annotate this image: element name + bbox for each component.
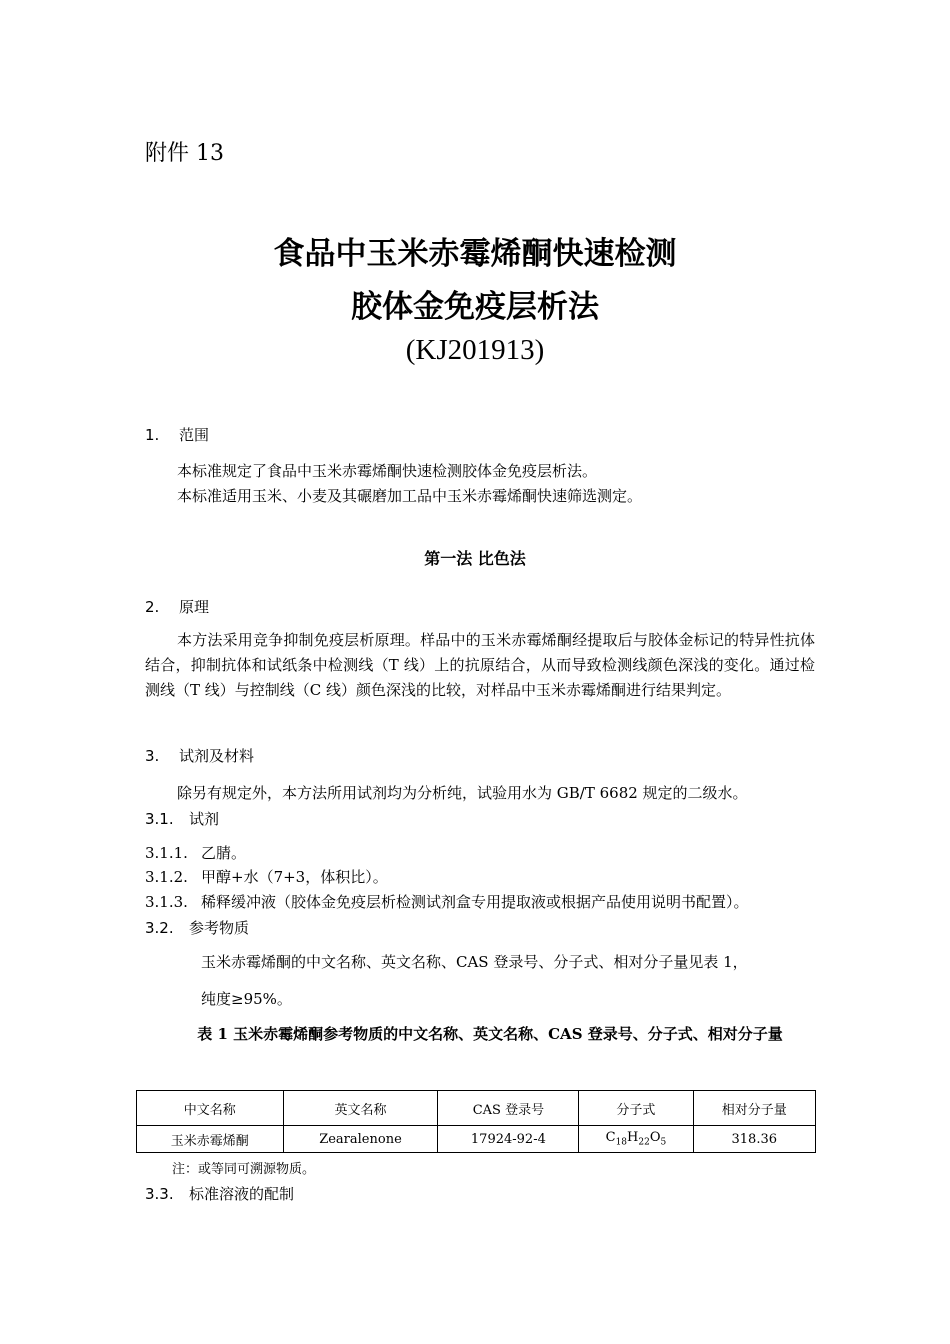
section-2-title: 原理 xyxy=(179,598,210,616)
scope-paragraph-2: 本标准适用玉米、小麦及其碾磨加工品中玉米赤霉烯酮快速筛选测定。 xyxy=(177,487,643,505)
section-3-3-title: 标准溶液的配制 xyxy=(189,1185,295,1203)
reagent-item-text: 稀释缓冲液（胶体金免疫层析检测试剂盒专用提取液或根据产品使用说明书配置）。 xyxy=(201,893,749,911)
method-title: 第一法 比色法 xyxy=(424,549,526,568)
reference-material-line-2: 纯度≥95%。 xyxy=(201,990,292,1008)
section-3-1-number: 3.1. xyxy=(145,810,174,828)
reference-table xyxy=(136,1090,816,1153)
section-2-number: 2. xyxy=(145,598,160,616)
title-line-2: 胶体金免疫层析法 xyxy=(351,289,599,325)
reagents-intro: 除另有规定外，本方法所用试剂均为分析纯，试验用水为 GB/T 6682 规定的二级水。 xyxy=(177,784,748,802)
cell-formula xyxy=(579,1126,693,1153)
reference-material-line-1: 玉米赤霉烯酮的中文名称、英文名称、CAS 登录号、分子式、相对分子量见表 1， xyxy=(201,953,748,971)
section-3-2-heading xyxy=(145,917,249,938)
section-3-number: 3. xyxy=(145,747,160,765)
section-1-heading xyxy=(145,424,209,445)
header-en-name: 英文名称 xyxy=(283,1091,438,1126)
header-cn-name: 中文名称 xyxy=(137,1091,284,1126)
formula-h: H xyxy=(627,1130,639,1146)
section-3-heading xyxy=(145,745,254,766)
section-3-3-number: 3.3. xyxy=(145,1185,174,1203)
header-cas: CAS 登录号 xyxy=(438,1091,579,1126)
formula-h-count: 22 xyxy=(638,1137,650,1148)
cell-cas: 17924-92-4 xyxy=(438,1126,579,1153)
reagent-item-number: 3.1.1. xyxy=(145,844,188,862)
section-3-3-heading xyxy=(145,1183,294,1204)
section-3-title: 试剂及材料 xyxy=(179,747,255,765)
table-1-caption: 表 1 玉米赤霉烯酮参考物质的中文名称、英文名称、CAS 登录号、分子式、相对分子量 xyxy=(197,1025,783,1043)
section-2-heading xyxy=(145,596,209,617)
title-line-1: 食品中玉米赤霉烯酮快速检测 xyxy=(273,236,677,272)
principle-paragraph: 本方法采用竞争抑制免疫层析原理。样品中的玉米赤霉烯酮经提取后与胶体金标记的特异性抗体结合，抑制抗体和试纸条中检测线（T 线）上的抗原结合，从而导致检测线颜色深浅的变化。通过检测线（T 线）与控制线（C 线）颜色深浅的比较，对样品中玉米赤霉烯酮进行结果判定。 xyxy=(145,631,815,699)
cell-cn-name: 玉米赤霉烯酮 xyxy=(137,1126,284,1153)
cell-mw: 318.36 xyxy=(693,1126,815,1153)
formula-c: C xyxy=(605,1130,616,1146)
standard-code: (KJ201913) xyxy=(405,334,545,366)
section-3-1-title: 试剂 xyxy=(189,810,220,828)
table-note: 注：或等同可溯源物质。 xyxy=(172,1162,316,1177)
reagent-item xyxy=(145,842,246,863)
section-3-2-title: 参考物质 xyxy=(189,919,250,937)
formula-c-count: 18 xyxy=(615,1137,628,1148)
section-3-2-number: 3.2. xyxy=(145,919,174,937)
attachment-label: 附件 13 xyxy=(145,141,224,166)
reagent-item-number: 3.1.2. xyxy=(145,868,188,886)
formula-o-count: 5 xyxy=(660,1137,667,1148)
scope-paragraph-1: 本标准规定了食品中玉米赤霉烯酮快速检测胶体金免疫层析法。 xyxy=(177,462,598,480)
formula-o: O xyxy=(649,1130,661,1146)
table-header-row xyxy=(137,1091,816,1126)
section-1-title: 范围 xyxy=(179,426,210,444)
reagent-item xyxy=(145,891,749,912)
section-3-1-heading xyxy=(145,808,219,829)
reagent-item-number: 3.1.3. xyxy=(145,893,188,911)
cell-en-name: Zearalenone xyxy=(283,1126,438,1153)
header-formula: 分子式 xyxy=(579,1091,693,1126)
header-mw: 相对分子量 xyxy=(693,1091,815,1126)
reagent-item xyxy=(145,866,388,887)
reagent-item-text: 甲醇+水（7+3，体积比）。 xyxy=(201,868,388,886)
section-1-number: 1. xyxy=(145,426,160,444)
reagent-item-text: 乙腈。 xyxy=(201,844,247,862)
table-row xyxy=(137,1126,816,1153)
